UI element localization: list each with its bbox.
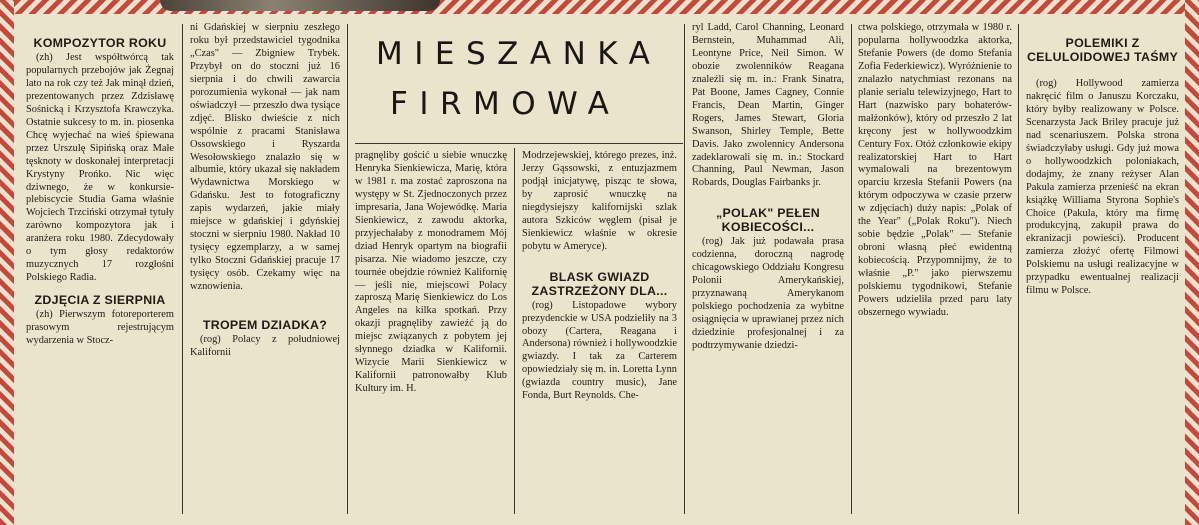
column-rule <box>347 24 348 514</box>
column-1 <box>26 22 174 348</box>
article-polemiki: (rog) Hollywood zamierza nakręcić film o Januszu Korczaku, który byłby realizowany w Polsce. Scenarzysta Jack Briley pracuje już nad scenariuszem. Polska strona świadczyłaby usługi. Gdy już mowa o hollywoodzkich poloniakach, dodajmy, że znany reżyser Alan Pakula zamierza przenieść na ekran książkę Williama Styrona Sophie's Choice (Pakula, który ma firmę produkcyjną, zakupił prawa do ekranizacji powieści). Producent zamierza złożyć ofertę Filmowi Polskiemu na usługi realizacyjne w przypadku ewentualnej realizacji filmu w Polsce. <box>1026 78 1179 297</box>
section-masthead <box>362 32 677 140</box>
article-tropem-dziadka: (rog) Polacy z południowej Kalifornii <box>190 334 340 358</box>
masthead-rule <box>355 143 683 144</box>
article-zdjecia-continued: ni Gdańskiej w sierpniu zeszłego roku był przedstawiciel tygodnika „Czas" — Zbigniew Trybek. Przybył on do stoczni już 16 sierpnia i do chwili zawarcia porozumienia wykonał — jak nam oświadczył — przeszło dwa tysiące zdjęć. Blisko dwieście z nich wspólnie z pracami Stanisława Ossowskiego i Ryszarda Wesołowskiego znalazło się w albumie, który ukazał się nakładem Wydawnictwa Morskiego w Gdańsku. Jest to fotograficzny zapis wydarzeń, jakie miały miejsce w gdańskiej i gdyńskiej stoczni w sierpniu 1980. Nakład 10 tysięcy egzemplarzy, a w samej tylko Stoczni Gdańskiej pracuje 17 tysięcy osób. Czekamy więc na wznowienia. <box>190 22 340 293</box>
article-blask-gwiazd: (rog) Listopadowe wybory prezydenckie w USA podzieliły na 3 obozy (Cartera, Reagana i Andersona) również i hollywoodzkie gwiazdy. I tak za Carterem opowiedziały się m. in. Loretta Lynn (gwiazda country music), Jane Fonda, Burt Reynolds. Che- <box>522 299 677 402</box>
column-rule <box>851 24 852 514</box>
column-6 <box>858 22 1012 320</box>
column-rule <box>1018 24 1019 514</box>
decorative-border-left <box>0 0 14 525</box>
column-3 <box>355 150 507 396</box>
headline-polak-pelen-kobiecosci: „POLAK" PEŁEN KOBIECOŚCI... <box>715 206 821 235</box>
column-rule <box>684 24 685 514</box>
column-7 <box>1026 22 1179 298</box>
column-4 <box>522 150 677 403</box>
photo-fragment <box>160 0 440 11</box>
column-5 <box>692 22 844 353</box>
headline-kompozytor-roku: KOMPOZYTOR ROKU <box>33 36 167 50</box>
headline-tropem-dziadka: TROPEM DZIADKA? <box>202 318 328 333</box>
article-kompozytor-roku: (zh) Jest współtwórcą tak popularnych przebojów jak Żegnaj lato na rok czy też Jak minął dzień, prezentowanych przez Zdzisławę Sośnicką i Krzysztofa Krawczyka. Ostatnie sukcesy to m. in. piosenka Chcę wyjechać na wieś śpiewana przez Urszulę Sipińską oraz Małe tęsknoty w doskonałej interpretacji Krystyny Prońko. Nic więc dziwnego, że w konkursie-plebiscycie Studia Gama właśnie Wojciech Trzciński otrzymał tytuły zarówno kompozytora jak i aranżera roku 1980. Zdecydowały o tym głosy redaktorów muzycznych 17 rozgłośni Polskiego Radia. <box>26 52 174 284</box>
masthead-word-1: MIESZANKA <box>376 36 662 72</box>
article-polak-continued: ctwa polskiego, otrzymała w 1980 r. popularna hollywoodzka aktorka, Stefanie Powers (de domo Stefania Zofia Federkiewicz). Wyróżnienie to znalazło natychmiast rezonans na planie serialu telewizyjnego, Hart to Hart (nazwisko pary bohaterów-małżonków), który od przeszło 2 lat kręcony jest w hollywoodzkim Century Fox. Otóż członkowie ekipy realizatorskiej Hart to Hart wymalowali na brezentowym oparciu krzesła Stefanii Powers (na którym odpoczywa w czasie przerw w zdjęciach) duży napis: „Polak of the Year" („Polak Roku"). Niech sobie będzie „Polak" — Stefanie obroni własną płeć ewidentną kobiecością. Przypomnijmy, że to właśnie „P." jako pierwszemu polskiemu tygodnikowi, Stefanie Powers udzieliła przed paru laty obszernego wywiadu. <box>858 22 1012 318</box>
article-polak: (rog) Jak już podawała prasa codzienna, doroczną nagrodę chicagowskiego Oddziału Kongresu Polonii Amerykańskiej, przyznawaną Amerykanom polskiego pochodzenia za wybitne osiągnięcia w uprawianej przez nich dziedzinie profesjonalnej i za podtrzymywanie dziedzi- <box>692 236 844 352</box>
headline-blask-gwiazd: BLASK GWIAZD ZASTRZEŻONY DLA... <box>531 269 668 298</box>
headline-polemiki: POLEMIKI Z CELULOIDOWEJ TAŚMY <box>1026 36 1179 64</box>
headline-zdjecia-z-sierpnia: ZDJĘCIA Z SIERPNIA <box>34 293 166 308</box>
column-rule <box>182 24 183 514</box>
article-blask-continued: ryl Ladd, Carol Channing, Leonard Bernstein, Muhammad Ali, Leontyne Price, Neil Simon. W obozie zwolenników Reagana znaleźli się m. in.: Frank Sinatra, Pat Boone, James Cagney, Connie Francis, Dean Martin, Ginger Rogers, James Stewart, Gloria Swanson, Shirley Temple, Bette Davis. Jako zwolennicy Andersona zadeklarowali się m. in.: Stockard Channing, Paul Newman, Jason Robards, Douglas Fairbanks jr. <box>692 22 844 189</box>
column-rule <box>514 148 515 514</box>
masthead-word-2: FIRMOWA <box>390 86 621 122</box>
article-tropem-end: Modrzejewskiej, którego prezes, inż. Jerzy Gąssowski, z entuzjazmem podjął inicjatywę, pisząc te słowa, by zaprosić wnuczkę na niegdysiejszy kalifornijski szlak autora Szkiców węglem (pisał je Sienkiewicz właśnie w okresie pobytu w Ameryce). <box>522 150 677 252</box>
decorative-border-right <box>1185 0 1199 525</box>
article-zdjecia-z-sierpnia: (zh) Pierwszym fotoreporterem prasowym rejestrującym wydarzenia w Stocz- <box>26 309 174 347</box>
column-2 <box>190 22 340 360</box>
article-tropem-continued: pragnęliby gościć u siebie wnuczkę Henryka Sienkiewicza, Marię, która w 1981 r. ma zostać zaproszona na występy w St. Zjednoczonych przez impresaria, Jana Wojewódkę. Maria Sienkiewicz, z zawodu aktorka, przyjechałaby z monodramem Mój dziad Henryk opartym na biografii pisarza. Nie wiadomo jeszcze, czy tournée obejdzie również Kalifornię — jeśli nie, miejscowi Polacy zaproszą Marię Sienkiewicz do Los Angeles na kilka spotkań. Przy okazji pragnęliby zawieźć ją do miejsc związanych z pobytem jej słynnego dziadka w Kalifornii. Wizycie Marii Sienkiewicz w Kalifornii patronowałby Klub Kultury im. H. <box>355 150 507 395</box>
